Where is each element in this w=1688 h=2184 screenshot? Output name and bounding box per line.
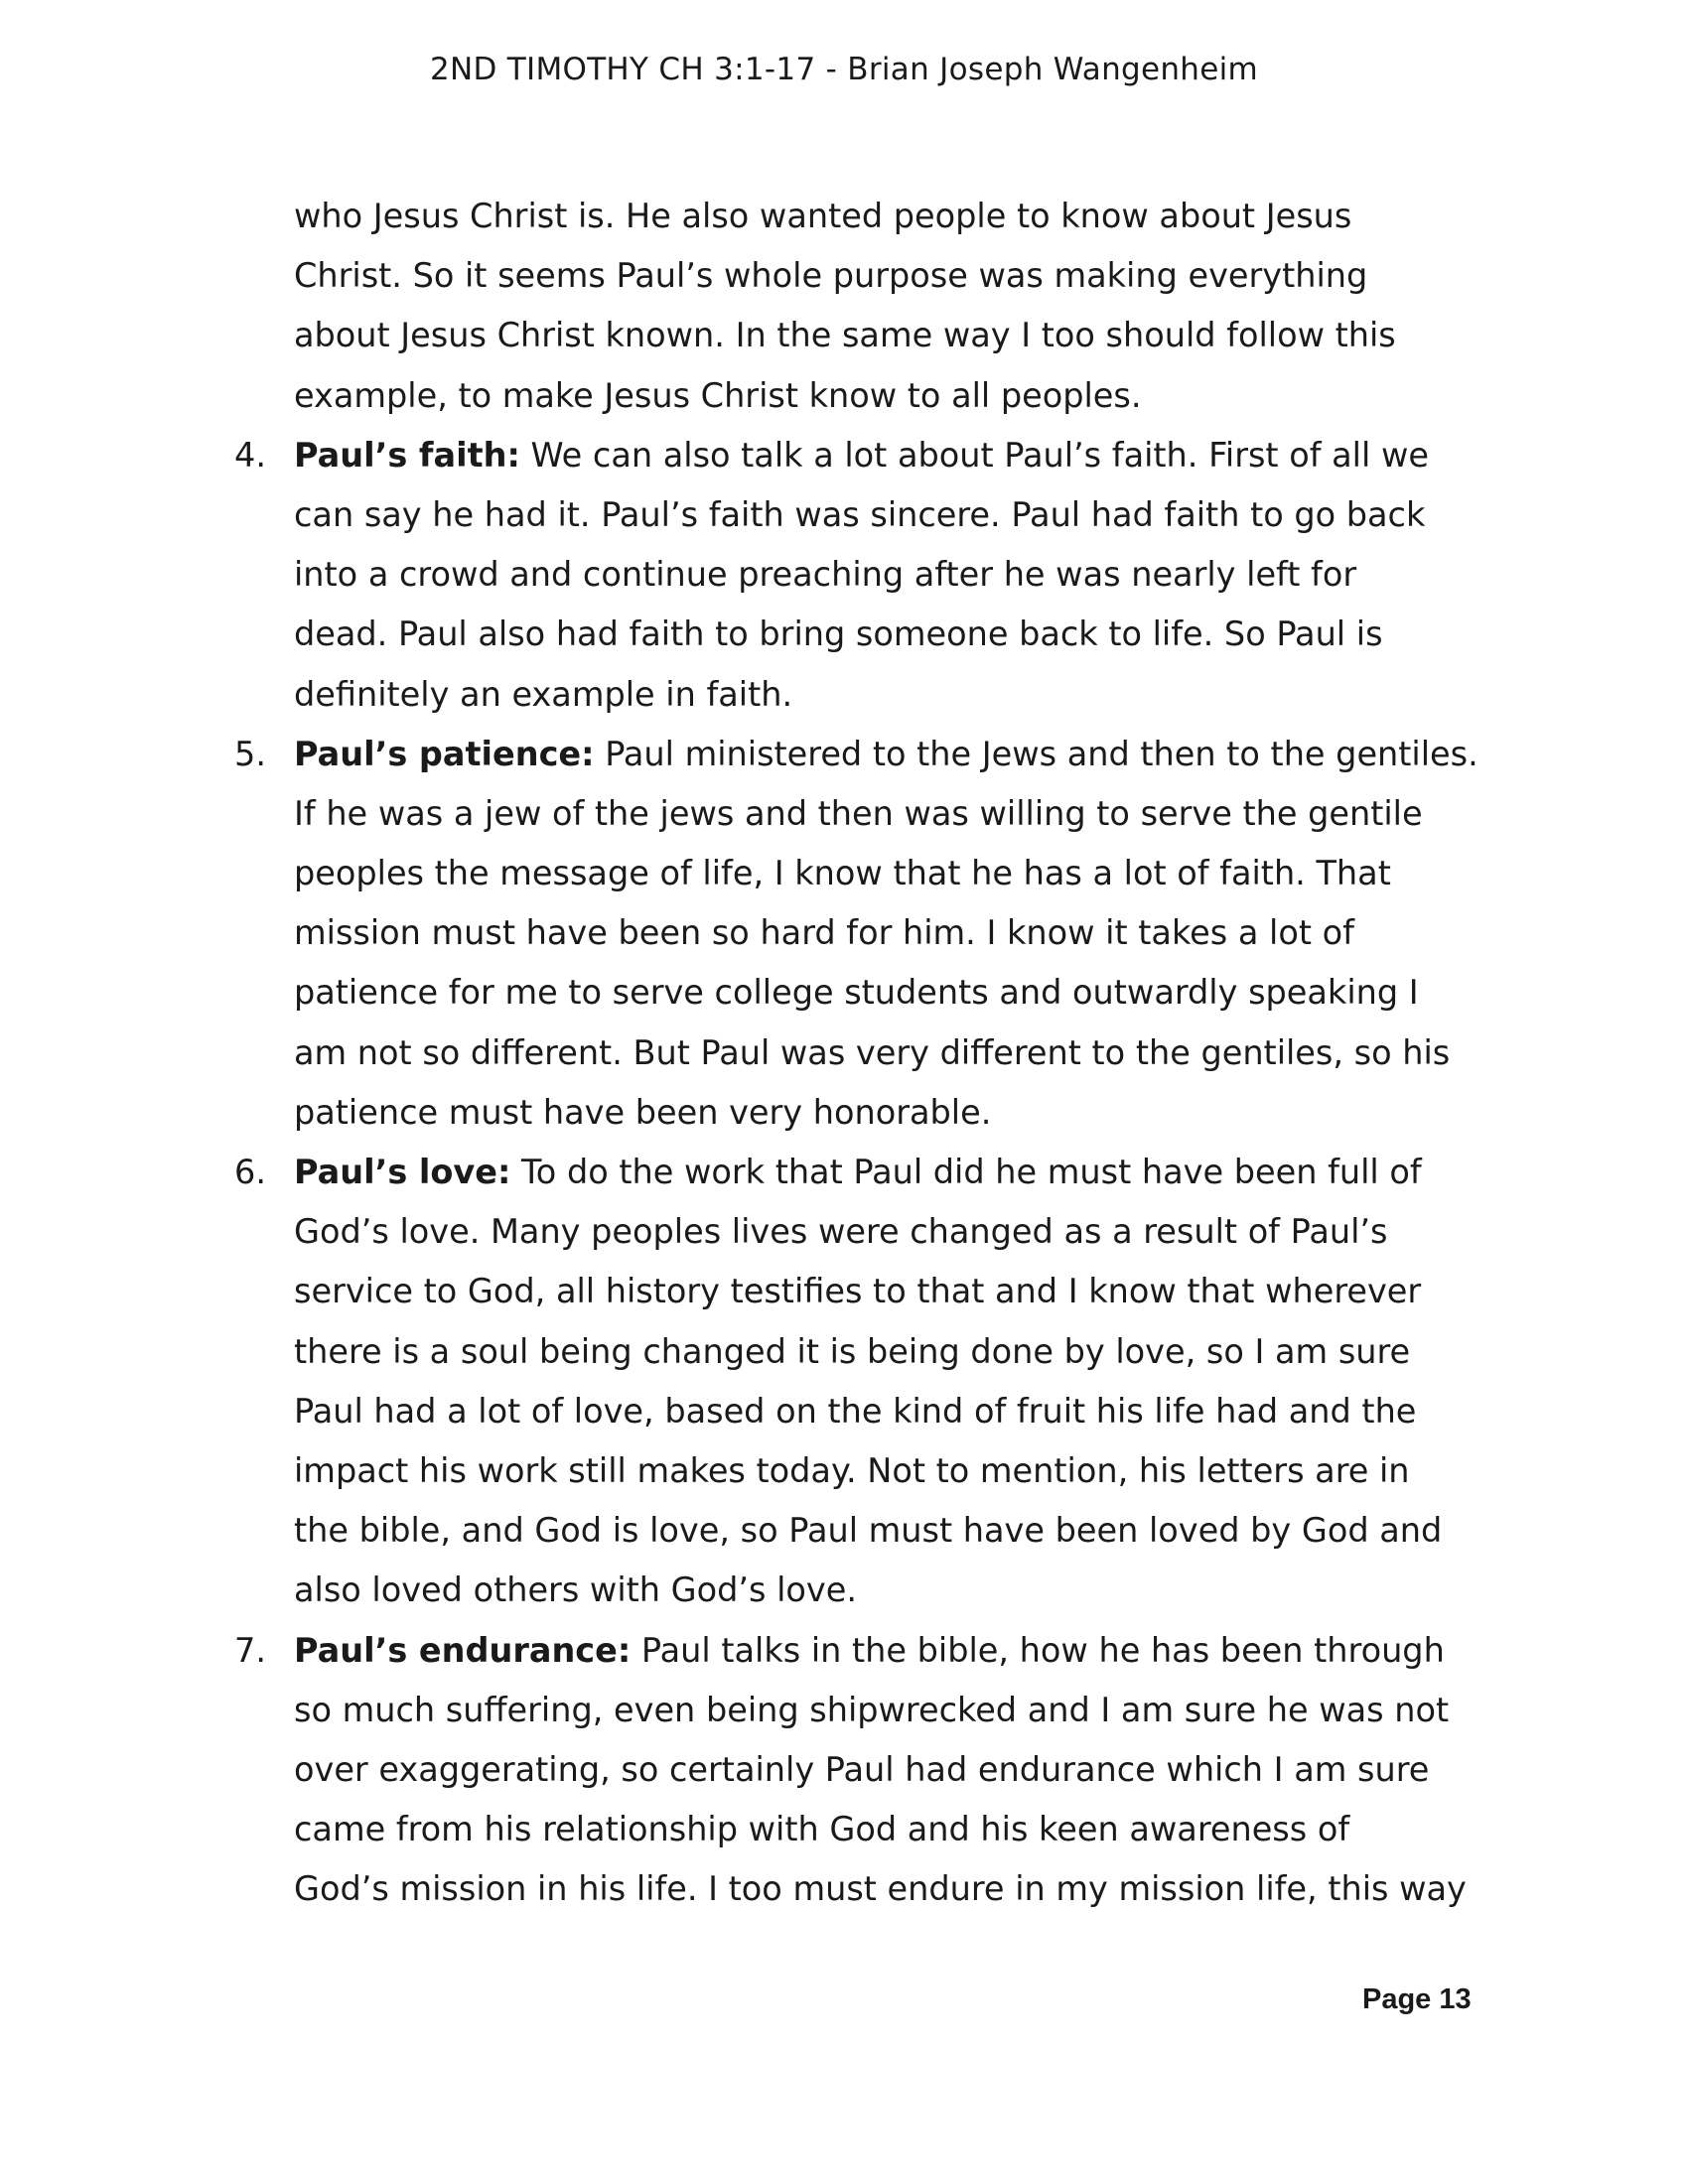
text-line: God’s mission in his life. I too must endure in my mission life, this way <box>294 1869 1467 1909</box>
text-line: the bible, and God is love, so Paul must have been loved by God and <box>294 1511 1443 1551</box>
list-number: 7. <box>234 1630 266 1670</box>
item-heading: Paul’s love: <box>294 1153 511 1191</box>
continuation-paragraph <box>294 187 1485 426</box>
text-line: into a crowd and continue preaching after he was nearly left for <box>294 555 1357 595</box>
text-line: peoples the message of life, I know that he has a lot of faith. That <box>294 854 1391 893</box>
item-heading: Paul’s faith: <box>294 435 520 475</box>
text-line: who Jesus Christ is. He also wanted people to know about Jesus <box>294 197 1352 235</box>
text-line: so much suffering, even being shipwrecked and I am sure he was not <box>294 1690 1450 1729</box>
text-line: am not so different. But Paul was very different to the gentiles, so his <box>294 1032 1451 1072</box>
list-item-love <box>234 1143 1485 1621</box>
list-number: 5. <box>234 734 266 773</box>
list-item-faith <box>234 426 1485 725</box>
text-line: there is a soul being changed it is being done by love, so I am sure <box>294 1331 1411 1371</box>
text-line: service to God, all history testifies to that and I know that wherever <box>294 1272 1422 1311</box>
item-text: Paul ministered to the Jews and then to the gentiles. <box>594 734 1478 773</box>
list-number: 6. <box>234 1153 266 1191</box>
item-text: To do the work that Paul did he must have been full of <box>510 1153 1422 1191</box>
item-text: Paul talks in the bible, how he has been through <box>631 1630 1445 1670</box>
page-header-title: 2ND TIMOTHY CH 3:1-17 - Brian Joseph Wangenheim <box>429 52 1259 87</box>
text-line: about Jesus Christ known. In the same way I too should follow this <box>294 316 1396 355</box>
list-item-patience <box>234 725 1485 1143</box>
text-line: Paul had a lot of love, based on the kind of fruit his life had and the <box>294 1391 1417 1431</box>
text-line: over exaggerating, so certainly Paul had endurance which I am sure <box>294 1749 1430 1789</box>
text-line: came from his relationship with God and his keen awareness of <box>294 1810 1350 1849</box>
text-line: also loved others with God’s love. <box>294 1570 858 1610</box>
item-text: We can also talk a lot about Paul’s faith. First of all we <box>519 435 1429 475</box>
document-body <box>234 187 1485 1919</box>
text-line: God’s love. Many peoples lives were changed as a result of Paul’s <box>294 1212 1388 1252</box>
text-line: definitely an example in faith. <box>294 674 793 714</box>
list-item-endurance <box>234 1621 1485 1920</box>
text-line: impact his work still makes today. Not to mention, his letters are in <box>294 1450 1410 1490</box>
text-line: mission must have been so hard for him. I know it takes a lot of <box>294 913 1354 953</box>
text-line: If he was a jew of the jews and then was willing to serve the gentile <box>294 793 1423 833</box>
item-heading: Paul’s endurance: <box>294 1630 632 1670</box>
item-heading: Paul’s patience: <box>294 734 595 773</box>
text-line: patience must have been very honorable. <box>294 1092 992 1132</box>
list-number: 4. <box>234 435 266 475</box>
text-line: dead. Paul also had faith to bring someone back to life. So Paul is <box>294 614 1383 654</box>
text-line: patience for me to serve college students and outwardly speaking I <box>294 973 1419 1013</box>
page-number: Page 13 <box>1362 1983 1472 2015</box>
text-line: can say he had it. Paul’s faith was sincere. Paul had faith to go back <box>294 494 1426 534</box>
text-line: Christ. So it seems Paul’s whole purpose was making everything <box>294 256 1368 296</box>
text-line: example, to make Jesus Christ know to all peoples. <box>294 375 1142 415</box>
